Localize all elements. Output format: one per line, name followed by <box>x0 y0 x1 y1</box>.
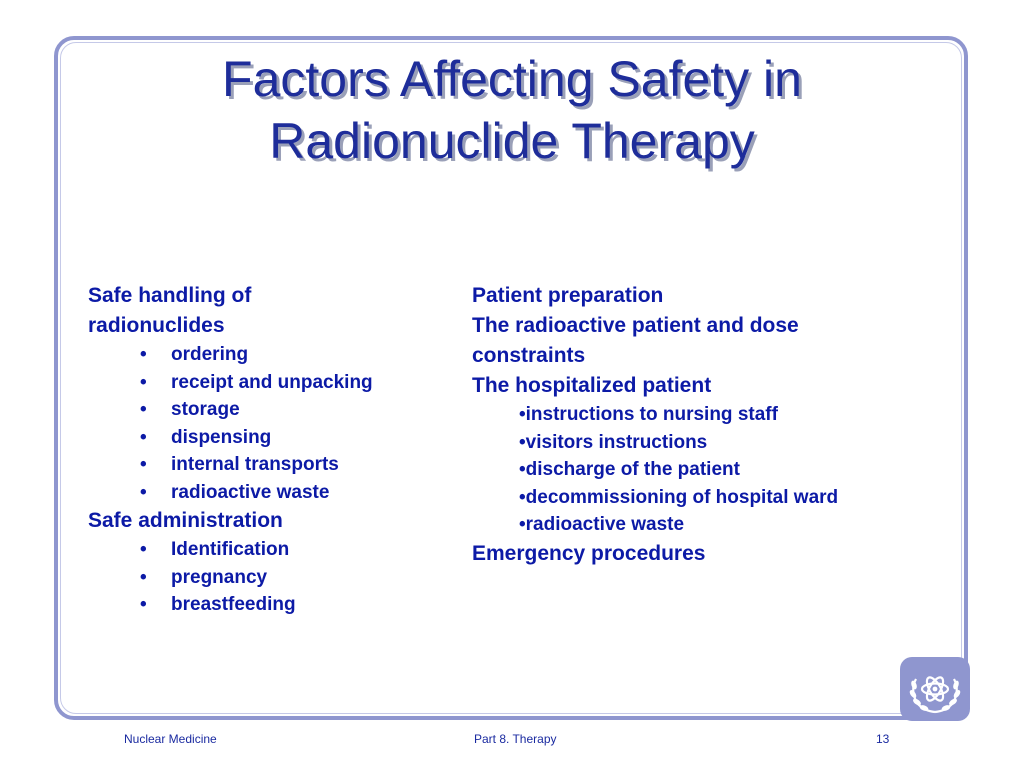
hospitalized-patient-list <box>472 401 952 539</box>
slide-title-line-1: Factors Affecting Safety in <box>222 51 802 107</box>
right-column <box>472 281 952 569</box>
list-item <box>88 451 448 479</box>
emergency-procedures-heading: Emergency procedures <box>472 541 706 565</box>
list-item-text: radioactive waste <box>171 481 330 503</box>
footer-section-name: Part 8. Therapy <box>474 732 557 746</box>
list-item-text: dispensing <box>171 426 272 448</box>
bullet-icon: • <box>140 566 147 588</box>
list-item <box>88 479 448 507</box>
list-item <box>88 396 448 424</box>
bullet-icon: • <box>140 426 147 448</box>
list-item-text: breastfeeding <box>171 594 296 615</box>
bullet-icon: • <box>140 454 147 475</box>
list-item-text: Identification <box>171 539 290 560</box>
bullet-icon: • <box>140 481 147 503</box>
list-item: •visitors instructions <box>519 431 708 453</box>
list-item <box>88 591 448 619</box>
list-item: •radioactive waste <box>519 514 685 535</box>
safe-handling-heading-line-1: Safe handling of <box>88 284 252 307</box>
left-column <box>88 281 448 619</box>
list-item-text: internal transports <box>171 454 339 475</box>
list-item: •instructions to nursing staff <box>519 404 778 425</box>
slide-title <box>60 48 964 172</box>
list-item <box>88 341 448 369</box>
bullet-icon: • <box>140 344 147 365</box>
list-item: •decommissioning of hospital ward <box>519 486 839 508</box>
list-item <box>88 564 448 592</box>
list-item <box>88 424 448 452</box>
list-item-text: ordering <box>171 344 249 365</box>
footer-course-name: Nuclear Medicine <box>124 732 217 746</box>
safe-handling-heading-line-2: radionuclides <box>88 314 225 337</box>
list-item-text: receipt and unpacking <box>171 371 373 393</box>
radioactive-patient-heading-line-2: constraints <box>472 344 586 367</box>
slide-title-line-2: Radionuclide Therapy <box>269 113 755 169</box>
safe-administration-heading: Safe administration <box>88 509 283 532</box>
bullet-icon: • <box>140 399 147 420</box>
bullet-icon: • <box>140 539 147 560</box>
list-item <box>88 369 448 397</box>
bullet-icon: • <box>140 371 147 393</box>
list-item: •discharge of the patient <box>519 459 740 480</box>
bullet-icon: • <box>140 594 147 615</box>
list-item-text: storage <box>171 399 240 420</box>
safe-administration-list <box>88 536 448 619</box>
atom-wreath-logo-icon <box>900 657 970 721</box>
hospitalized-patient-heading: The hospitalized patient <box>472 374 712 397</box>
footer-page-number: 13 <box>876 732 890 746</box>
radioactive-patient-heading-line-1: The radioactive patient and dose <box>472 314 799 337</box>
safe-handling-list <box>88 341 448 506</box>
list-item-text: pregnancy <box>171 566 268 588</box>
list-item <box>88 536 448 564</box>
patient-preparation-heading: Patient preparation <box>472 284 664 307</box>
